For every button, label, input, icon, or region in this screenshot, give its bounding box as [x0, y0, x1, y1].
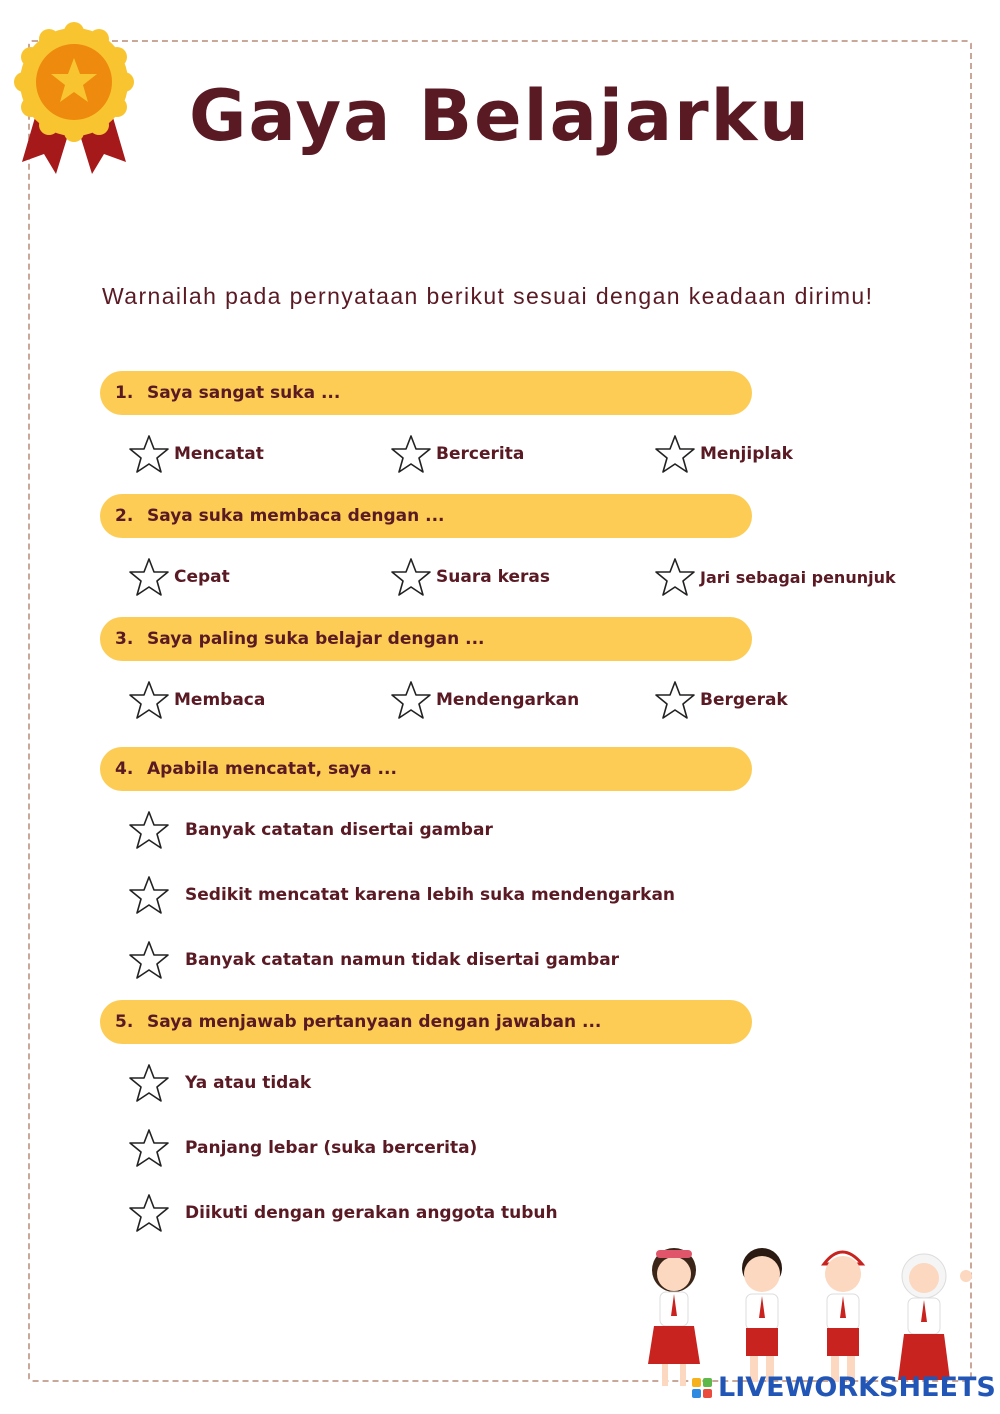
option-2-1[interactable]: [128, 557, 230, 597]
option-label: Bercerita: [436, 444, 525, 464]
star-outline-icon[interactable]: [128, 810, 170, 850]
option-label: Banyak catatan namun tidak disertai gambar: [185, 950, 620, 970]
question-text: Saya sangat suka ...: [147, 383, 341, 403]
option-3-1[interactable]: [128, 680, 265, 720]
option-label: Panjang lebar (suka bercerita): [185, 1138, 478, 1158]
logo-blocks-icon: [692, 1378, 712, 1398]
option-label: Sedikit mencatat karena lebih suka mendengarkan: [185, 885, 676, 905]
question-number: 5.: [115, 1012, 134, 1032]
watermark-text: LIVEWORKSHEETS: [718, 1372, 996, 1403]
star-outline-icon[interactable]: [390, 557, 432, 597]
question-1-bar: [100, 371, 752, 415]
question-number: 1.: [115, 383, 134, 403]
option-label: Mendengarkan: [436, 690, 580, 710]
option-4-1[interactable]: [128, 810, 493, 850]
question-text: Apabila mencatat, saya ...: [147, 759, 397, 779]
star-outline-icon[interactable]: [390, 680, 432, 720]
star-outline-icon[interactable]: [390, 434, 432, 474]
question-number: 2.: [115, 506, 134, 526]
option-2-3[interactable]: [654, 557, 896, 597]
option-5-1[interactable]: [128, 1063, 311, 1103]
option-1-2[interactable]: [390, 434, 524, 474]
option-5-3[interactable]: [128, 1193, 558, 1233]
question-2-bar: [100, 494, 752, 538]
star-outline-icon[interactable]: [128, 1063, 170, 1103]
question-text: Saya menjawab pertanyaan dengan jawaban ...: [147, 1012, 602, 1032]
option-3-3[interactable]: [654, 680, 788, 720]
option-1-1[interactable]: [128, 434, 264, 474]
watermark-logo: [692, 1372, 996, 1403]
option-label: Jari sebagai penunjuk: [700, 567, 896, 587]
page-title: Gaya Belajarku: [189, 75, 811, 157]
question-number: 4.: [115, 759, 134, 779]
option-label: Mencatat: [174, 444, 264, 464]
star-outline-icon[interactable]: [128, 1128, 170, 1168]
question-4-bar: [100, 747, 752, 791]
option-label: Diikuti dengan gerakan anggota tubuh: [185, 1203, 558, 1223]
option-label: Cepat: [174, 567, 230, 587]
option-4-2[interactable]: [128, 875, 675, 915]
star-outline-icon[interactable]: [654, 434, 696, 474]
star-outline-icon[interactable]: [128, 680, 170, 720]
question-number: 3.: [115, 629, 134, 649]
star-outline-icon[interactable]: [128, 434, 170, 474]
option-2-2[interactable]: [390, 557, 550, 597]
star-outline-icon[interactable]: [128, 557, 170, 597]
option-3-2[interactable]: [390, 680, 579, 720]
option-5-2[interactable]: [128, 1128, 477, 1168]
question-5-bar: [100, 1000, 752, 1044]
option-1-3[interactable]: [654, 434, 793, 474]
question-text: Saya paling suka belajar dengan ...: [147, 629, 485, 649]
question-text: Saya suka membaca dengan ...: [147, 506, 445, 526]
star-outline-icon[interactable]: [128, 940, 170, 980]
star-outline-icon[interactable]: [128, 1193, 170, 1233]
option-4-3[interactable]: [128, 940, 619, 980]
option-label: Ya atau tidak: [185, 1073, 312, 1093]
question-3-bar: [100, 617, 752, 661]
instruction-text: Warnailah pada pernyataan berikut sesuai dengan keadaan dirimu!: [102, 283, 874, 309]
option-label: Menjiplak: [700, 444, 793, 464]
star-outline-icon[interactable]: [654, 680, 696, 720]
option-label: Bergerak: [700, 690, 788, 710]
option-label: Banyak catatan disertai gambar: [185, 820, 493, 840]
star-outline-icon[interactable]: [654, 557, 696, 597]
star-outline-icon[interactable]: [128, 875, 170, 915]
option-label: Membaca: [174, 690, 266, 710]
option-label: Suara keras: [436, 567, 550, 587]
